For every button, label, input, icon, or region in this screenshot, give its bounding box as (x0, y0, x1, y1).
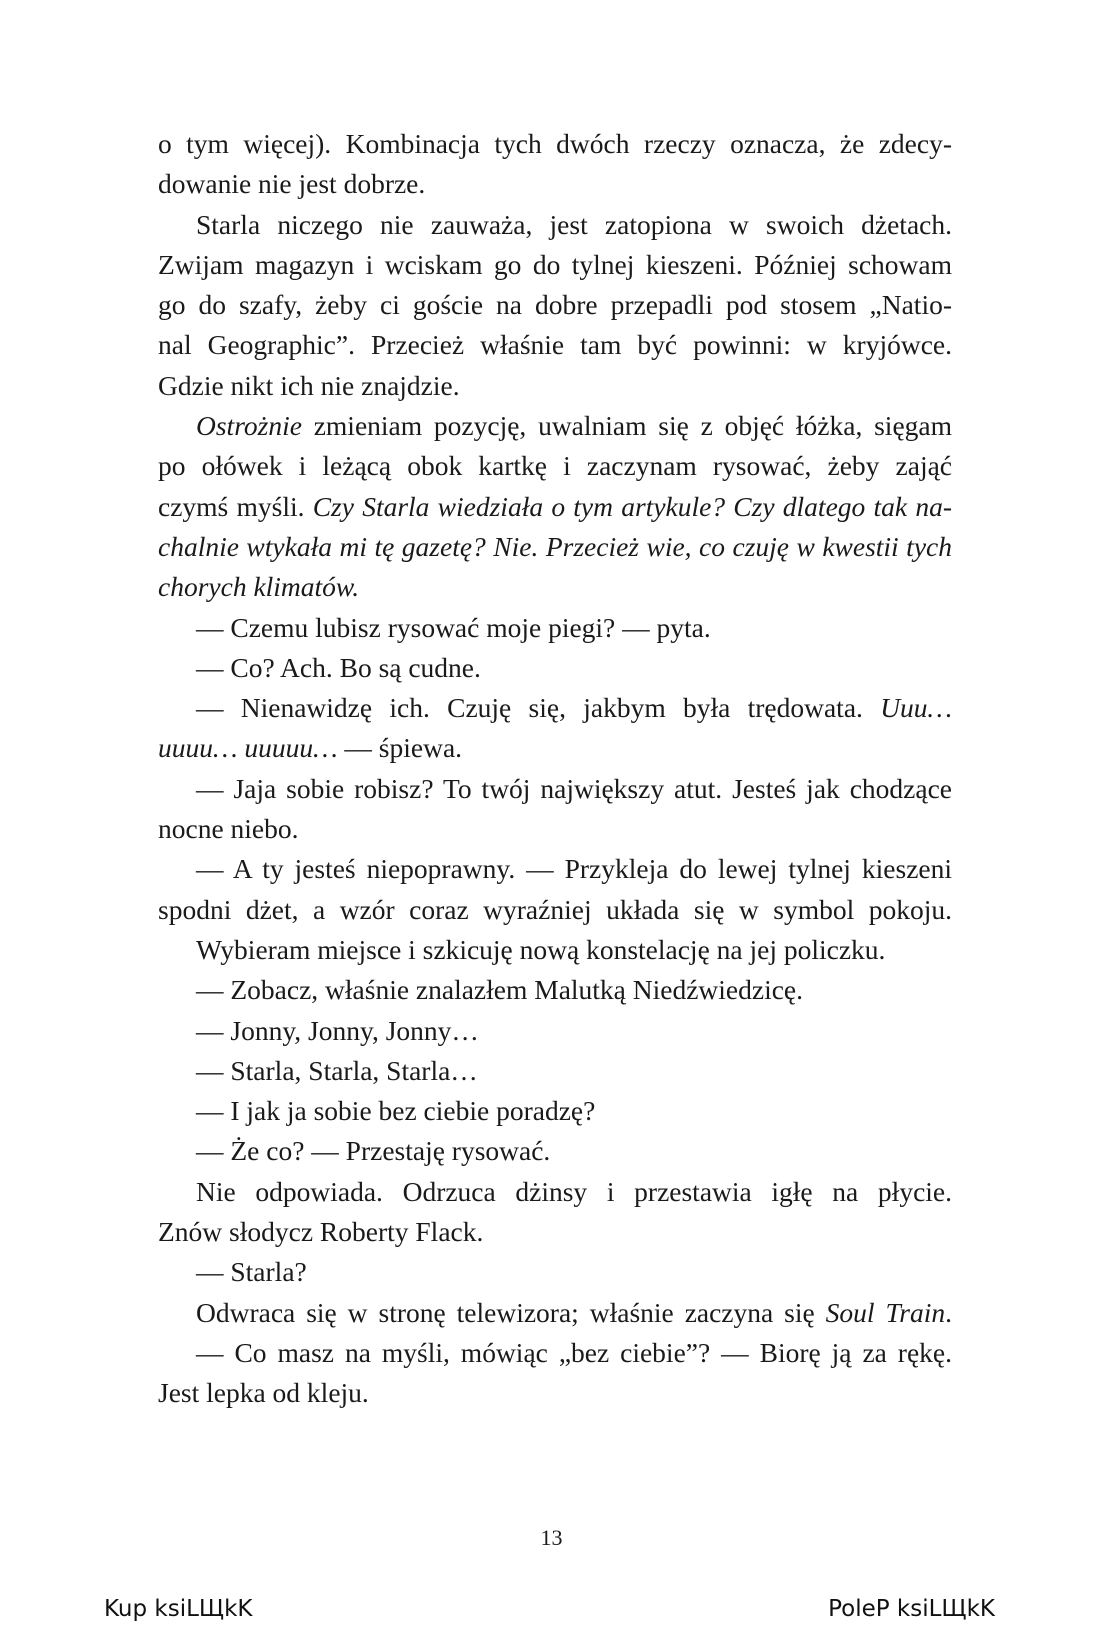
page-number: 13 (540, 1525, 563, 1550)
text-run: Starla niczego nie zauważa, jest zatopiona w swoich dżetach. (196, 208, 952, 240)
text-line (158, 245, 952, 285)
text-line (158, 285, 952, 325)
text-run: — Co? Ach. Bo są cudne. (196, 651, 481, 683)
text-line (158, 1172, 952, 1212)
text-line (158, 1131, 952, 1171)
text-run: — Jaja sobie robisz? To twój największy atut. Jesteś jak chodzące (196, 772, 952, 804)
text-line (158, 487, 952, 527)
text-line (158, 1293, 952, 1333)
italic-text: chorych klimatów. (158, 571, 360, 603)
text-run: — Nienawidzę ich. Czuję się, jakbym była trędowata. (196, 692, 881, 724)
italic-text: Ostrożnie (196, 410, 302, 442)
text-run: o tym więcej). Kombinacja tych dwóch rzeczy oznacza, że zdecy- (158, 128, 952, 159)
text-run: — Starla, Starla, Starla… (196, 1054, 478, 1086)
text-line (158, 890, 952, 930)
text-line (158, 608, 952, 648)
text-run: dowanie nie jest dobrze. (158, 168, 426, 200)
text-run: — Zobacz, właśnie znalazłem Malutką Niedźwiedzicę. (196, 974, 804, 1006)
text-run: — Co masz na myśli, mówiąc „bez ciebie”? — Biorę ją za rękę. (196, 1336, 952, 1368)
text-run: — Jonny, Jonny, Jonny… (196, 1014, 479, 1046)
text-line (158, 1051, 952, 1091)
italic-text: Uuu… (880, 692, 952, 724)
text-line (158, 1373, 952, 1413)
text-line (158, 567, 952, 607)
text-line (158, 970, 952, 1010)
text-run: go do szafy, żeby ci goście na dobre przepadli pod stosem „Natio- (158, 289, 952, 321)
footer-recommend-link[interactable]: PoleP ksiLЩkK (828, 1596, 995, 1622)
body-text (158, 124, 952, 1414)
text-run: — Czemu lubisz rysować moje piegi? — pyta. (196, 611, 711, 643)
text-run: Zwijam magazyn i wciskam go do tylnej kieszeni. Później schowam (158, 248, 952, 280)
text-run: Odwraca się w stronę telewizora; właśnie zaczyna się (196, 1296, 826, 1328)
text-line (158, 325, 952, 365)
text-run: nocne niebo. (158, 813, 299, 845)
text-line (158, 366, 952, 406)
text-line (158, 1252, 952, 1292)
text-line (158, 809, 952, 849)
text-run: Nie odpowiada. Odrzuca dżinsy i przestawia igłę na płycie. (196, 1175, 952, 1207)
italic-text: Czy Starla wiedziała o tym artykule? Czy dlatego tak na- (312, 490, 952, 522)
text-line (158, 849, 952, 889)
text-run: nal Geographic”. Przecież właśnie tam być powinni: w kryjówce. (158, 329, 952, 361)
text-line (158, 527, 952, 567)
text-run: — śpiewa. (337, 732, 463, 764)
text-line (158, 1091, 952, 1131)
text-line (158, 769, 952, 809)
text-line (158, 446, 952, 486)
footer-buy-link[interactable]: Kup ksiLЩkK (104, 1596, 253, 1622)
text-line (158, 1333, 952, 1373)
text-run: zmieniam pozycję, uwalniam się z objęć łóżka, sięgam (301, 410, 952, 442)
text-run: . (945, 1296, 952, 1328)
text-run: Jest lepka od kleju. (158, 1377, 369, 1409)
text-line (158, 124, 952, 164)
text-run: — I jak ja sobie bez ciebie poradzę? (196, 1095, 596, 1127)
text-line (158, 164, 952, 204)
text-line (158, 406, 952, 446)
text-line (158, 688, 952, 728)
text-line (158, 648, 952, 688)
text-run: spodni dżet, a wzór coraz wyraźniej układa się w symbol pokoju. (158, 893, 952, 925)
text-run: — A ty jesteś niepoprawny. — Przykleja do lewej tylnej kieszeni (196, 853, 952, 885)
text-line (158, 1011, 952, 1051)
text-run: Wybieram miejsce i szkicuję nową konstelację na jej policzku. (196, 933, 886, 965)
text-line (158, 728, 952, 768)
text-run: czymś myśli. (158, 490, 313, 522)
text-run: po ołówek i leżącą obok kartkę i zaczynam rysować, żeby zająć (158, 450, 952, 482)
italic-text: chalnie wtykała mi tę gazetę? Nie. Przecież wie, co czuję w kwestii tych (158, 530, 952, 562)
text-line (158, 205, 952, 245)
text-line (158, 930, 952, 970)
italic-text: Soul Train (825, 1296, 946, 1328)
text-line (158, 1212, 952, 1252)
text-run: — Że co? — Przestaję rysować. (196, 1135, 551, 1167)
text-run: Znów słodycz Roberty Flack. (158, 1216, 484, 1248)
text-run: — Starla? (196, 1256, 307, 1288)
italic-text: uuuu… uuuuu… (158, 732, 338, 764)
text-run: Gdzie nikt ich nie znajdzie. (158, 369, 460, 401)
